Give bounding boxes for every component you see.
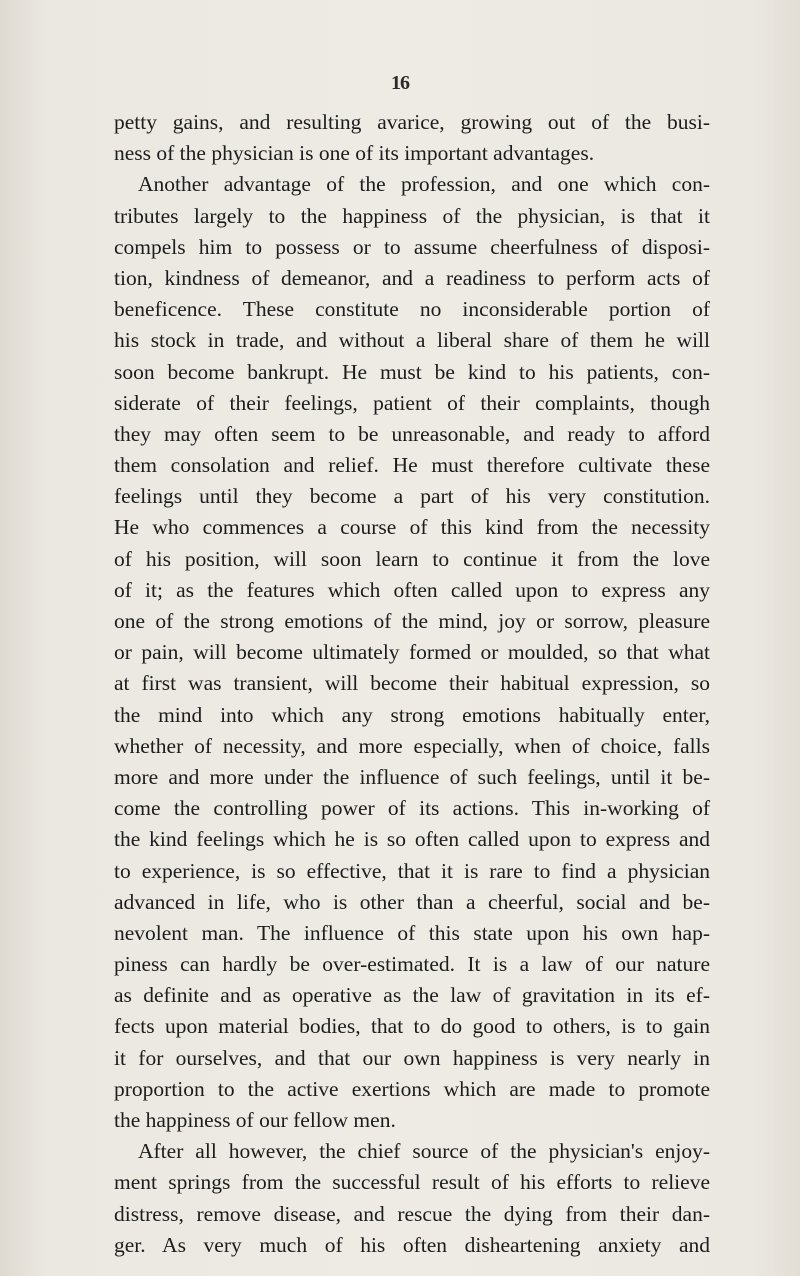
text-line: After all however, the chief source of the physician's enjoy- <box>138 1139 710 1164</box>
text-line: ger. As very much of his often disheartening anxiety and <box>114 1232 710 1257</box>
text-line: petty gains, and resulting avarice, growing out of the busi- <box>114 110 710 134</box>
text-line: the happiness of our fellow men. <box>114 1108 396 1132</box>
text-line: tion, kindness of demeanor, and a readiness to perform acts of <box>114 265 710 290</box>
text-line: to experience, is so effective, that it is rare to find a physician <box>114 858 710 883</box>
text-line: at first was transient, will become their habitual expression, so <box>114 671 710 696</box>
text-line: nevolent man. The influence of this state upon his own hap- <box>114 920 710 945</box>
text-line: feelings until they become a part of his very constitution. <box>114 484 710 509</box>
text-line: it for ourselves, and that our own happiness is very nearly in <box>114 1045 710 1070</box>
text-line: of it; as the features which often called upon to express any <box>114 577 710 602</box>
text-line: ness of the physician is one of its important advantages. <box>114 141 595 166</box>
text-line: Another advantage of the profession, and one which con- <box>138 172 710 197</box>
text-line: they may often seem to be unreasonable, and ready to afford <box>114 421 710 446</box>
text-line: piness can hardly be over-estimated. It is a law of our nature <box>114 952 710 977</box>
text-line: ment springs from the successful result of his efforts to relieve <box>114 1170 710 1195</box>
text-line: his stock in trade, and without a liberal share of them he will <box>114 328 710 353</box>
text-line: as definite and as operative as the law of gravitation in its ef- <box>114 983 710 1008</box>
text-line: fects upon material bodies, that to do good to others, is to gain <box>114 1014 710 1039</box>
text-line: of his position, will soon learn to continue it from the love <box>114 546 710 571</box>
text-line: or pain, will become ultimately formed or moulded, so that what <box>114 640 710 665</box>
text-line: He who commences a course of this kind from the necessity <box>114 515 710 540</box>
text-line: come the controlling power of its actions. This in-working of <box>114 796 710 821</box>
text-line: siderate of their feelings, patient of their complaints, though <box>114 390 710 415</box>
text-line: proportion to the active exertions which are made to promote <box>114 1076 710 1101</box>
text-line: beneficence. These constitute no inconsiderable portion of <box>114 297 710 322</box>
text-line: compels him to possess or to assume cheerfulness of disposi- <box>114 234 710 259</box>
text-line: the kind feelings which he is so often called upon to express and <box>114 827 710 852</box>
text-line: one of the strong emotions of the mind, joy or sorrow, pleasure <box>114 609 710 633</box>
page-number: 16 <box>391 72 409 94</box>
text-line: them consolation and relief. He must therefore cultivate these <box>114 453 710 478</box>
text-line: distress, remove disease, and rescue the dying from their dan- <box>114 1201 710 1226</box>
text-line: more and more under the influence of such feelings, until it be- <box>114 764 710 789</box>
text-line: soon become bankrupt. He must be kind to his patients, con- <box>114 359 710 384</box>
text-line: advanced in life, who is other than a cheerful, social and be- <box>114 889 710 914</box>
text-line: tributes largely to the happiness of the physician, is that it <box>114 203 710 228</box>
text-line: whether of necessity, and more especially, when of choice, falls <box>114 733 710 758</box>
text-line: the mind into which any strong emotions habitually enter, <box>114 702 710 727</box>
body-text <box>114 107 710 1261</box>
